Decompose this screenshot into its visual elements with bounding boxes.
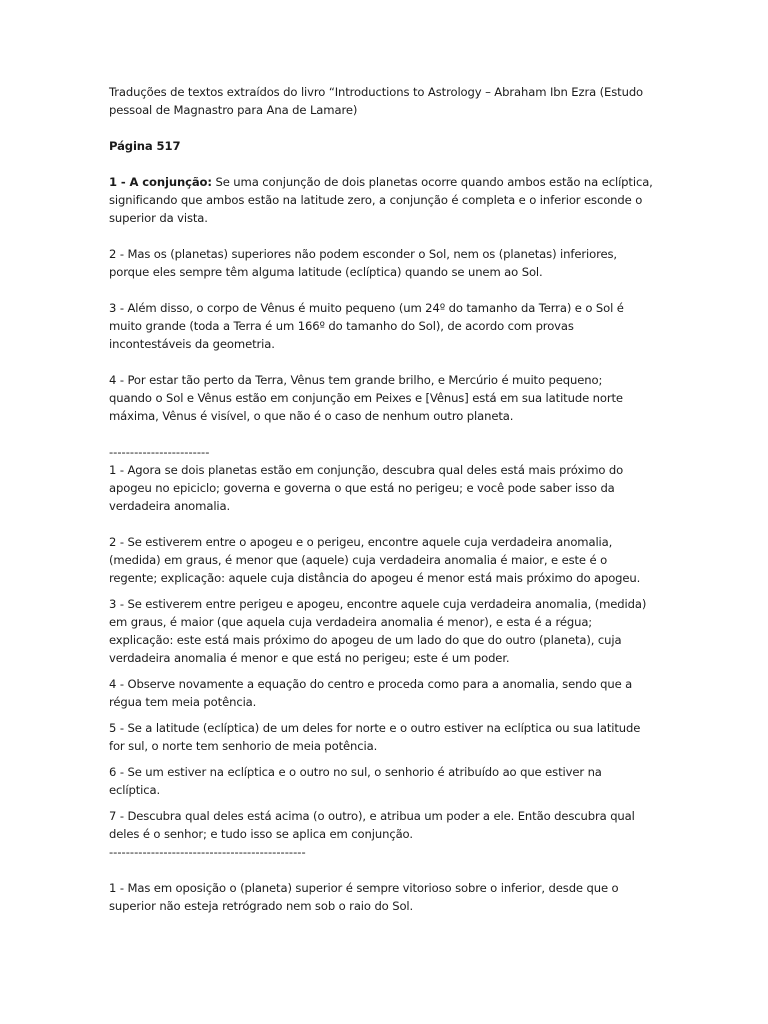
- paragraph-line: 6 - Se um estiver na eclíptica e o outro no sul, o senhorio é atribuído ao que estiver na: [109, 765, 602, 779]
- paragraph-line: 2 - Se estiverem entre o apogeu e o perigeu, encontre aquele cuja verdadeira anomalia,: [109, 535, 613, 549]
- paragraph-line: em graus, é maior (que aquela cuja verdadeira anomalia é menor), e esta é a régua;: [109, 615, 593, 629]
- paragraph-line: deles é o senhor; e tudo isso se aplica em conjunção.: [109, 827, 413, 841]
- paragraph-line: significando que ambos estão na latitude zero, a conjunção é completa e o inferior esconde o: [109, 193, 643, 207]
- paragraph-lead-rest: Se uma conjunção de dois planetas ocorre quando ambos estão na eclíptica,: [211, 175, 653, 189]
- title-line: Traduções de textos extraídos do livro “Introductions to Astrology – Abraham Ibn Ezra (Estudo: [109, 85, 644, 99]
- paragraph-line: (medida) em graus, é menor que (aquele) cuja verdadeira anomalia é maior, e este é o: [109, 553, 608, 567]
- paragraph-line: verdadeira anomalia.: [109, 499, 231, 513]
- paragraph: [109, 245, 684, 281]
- paragraph-line: 4 - Observe novamente a equação do centro e proceda como para a anomalia, sendo que a: [109, 677, 633, 691]
- paragraph-line: for sul, o norte tem senhorio de meia potência.: [109, 739, 378, 753]
- paragraph-line: incontestáveis da geometria.: [109, 337, 275, 351]
- paragraph-line: 1 - Mas em oposição o (planeta) superior é sempre vitorioso sobre o inferior, desde que o: [109, 881, 619, 895]
- paragraph: [109, 879, 684, 915]
- paragraph-line: 2 - Mas os (planetas) superiores não podem esconder o Sol, nem os (planetas) inferiores,: [109, 247, 617, 261]
- paragraph-line: 5 - Se a latitude (eclíptica) de um deles for norte e o outro estiver na eclíptica ou sua latitude: [109, 721, 641, 735]
- paragraph: [109, 371, 684, 425]
- paragraph-line: [109, 173, 684, 191]
- section-3: [109, 879, 684, 915]
- page-label: Página 517: [109, 139, 181, 153]
- paragraph-line: 7 - Descubra qual deles está acima (o outro), e atribua um poder a ele. Então descubra qual: [109, 809, 635, 823]
- paragraph: [109, 675, 684, 711]
- document-title: [109, 83, 684, 119]
- paragraph-line: 1 - Agora se dois planetas estão em conjunção, descubra qual deles está mais próximo do: [109, 463, 624, 477]
- paragraph-line: porque eles sempre têm alguma latitude (eclíptica) quando se unem ao Sol.: [109, 265, 543, 279]
- paragraph: [109, 533, 684, 587]
- paragraph-line: explicação: este está mais próximo do apogeu de um lado do que do outro (planeta), cuja: [109, 633, 622, 647]
- paragraph-line: verdadeira anomalia é menor e que está no perigeu; este é um poder.: [109, 651, 510, 665]
- separator-long: -----------------------------------------------: [109, 845, 306, 859]
- title-line: pessoal de Magnastro para Ana de Lamare): [109, 103, 358, 117]
- document-page: [109, 83, 684, 915]
- paragraph: [109, 299, 684, 353]
- separator-short: ------------------------: [109, 445, 210, 459]
- paragraph-line: eclíptica.: [109, 783, 161, 797]
- paragraph-line: 4 - Por estar tão perto da Terra, Vênus tem grande brilho, e Mercúrio é muito pequeno;: [109, 373, 603, 387]
- paragraph-line: 3 - Além disso, o corpo de Vênus é muito pequeno (um 24º do tamanho da Terra) e o Sol é: [109, 301, 624, 315]
- paragraph-lead: 1 - A conjunção:: [109, 175, 212, 189]
- paragraph: [109, 461, 684, 515]
- paragraph-line: quando o Sol e Vênus estão em conjunção em Peixes e [Vênus] está em sua latitude norte: [109, 391, 623, 405]
- paragraph: [109, 763, 684, 799]
- paragraph-line: muito grande (toda a Terra é um 166º do tamanho do Sol), de acordo com provas: [109, 319, 574, 333]
- paragraph: [109, 807, 684, 843]
- paragraph-line: régua tem meia potência.: [109, 695, 257, 709]
- paragraph: [109, 173, 684, 227]
- paragraph-line: apogeu no epiciclo; governa e governa o que está no perigeu; e você pode saber isso da: [109, 481, 615, 495]
- paragraph: [109, 719, 684, 755]
- section-2: [109, 461, 684, 843]
- paragraph-line: superior não esteja retrógrado nem sob o raio do Sol.: [109, 899, 414, 913]
- paragraph-line: superior da vista.: [109, 211, 208, 225]
- section-1: [109, 173, 684, 425]
- paragraph-line: máxima, Vênus é visível, o que não é o caso de nenhum outro planeta.: [109, 409, 514, 423]
- paragraph-line: regente; explicação: aquele cuja distância do apogeu é menor está mais próximo do apogeu.: [109, 571, 641, 585]
- paragraph: [109, 595, 684, 667]
- paragraph-line: 3 - Se estiverem entre perigeu e apogeu, encontre aquele cuja verdadeira anomalia, (medida): [109, 597, 647, 611]
